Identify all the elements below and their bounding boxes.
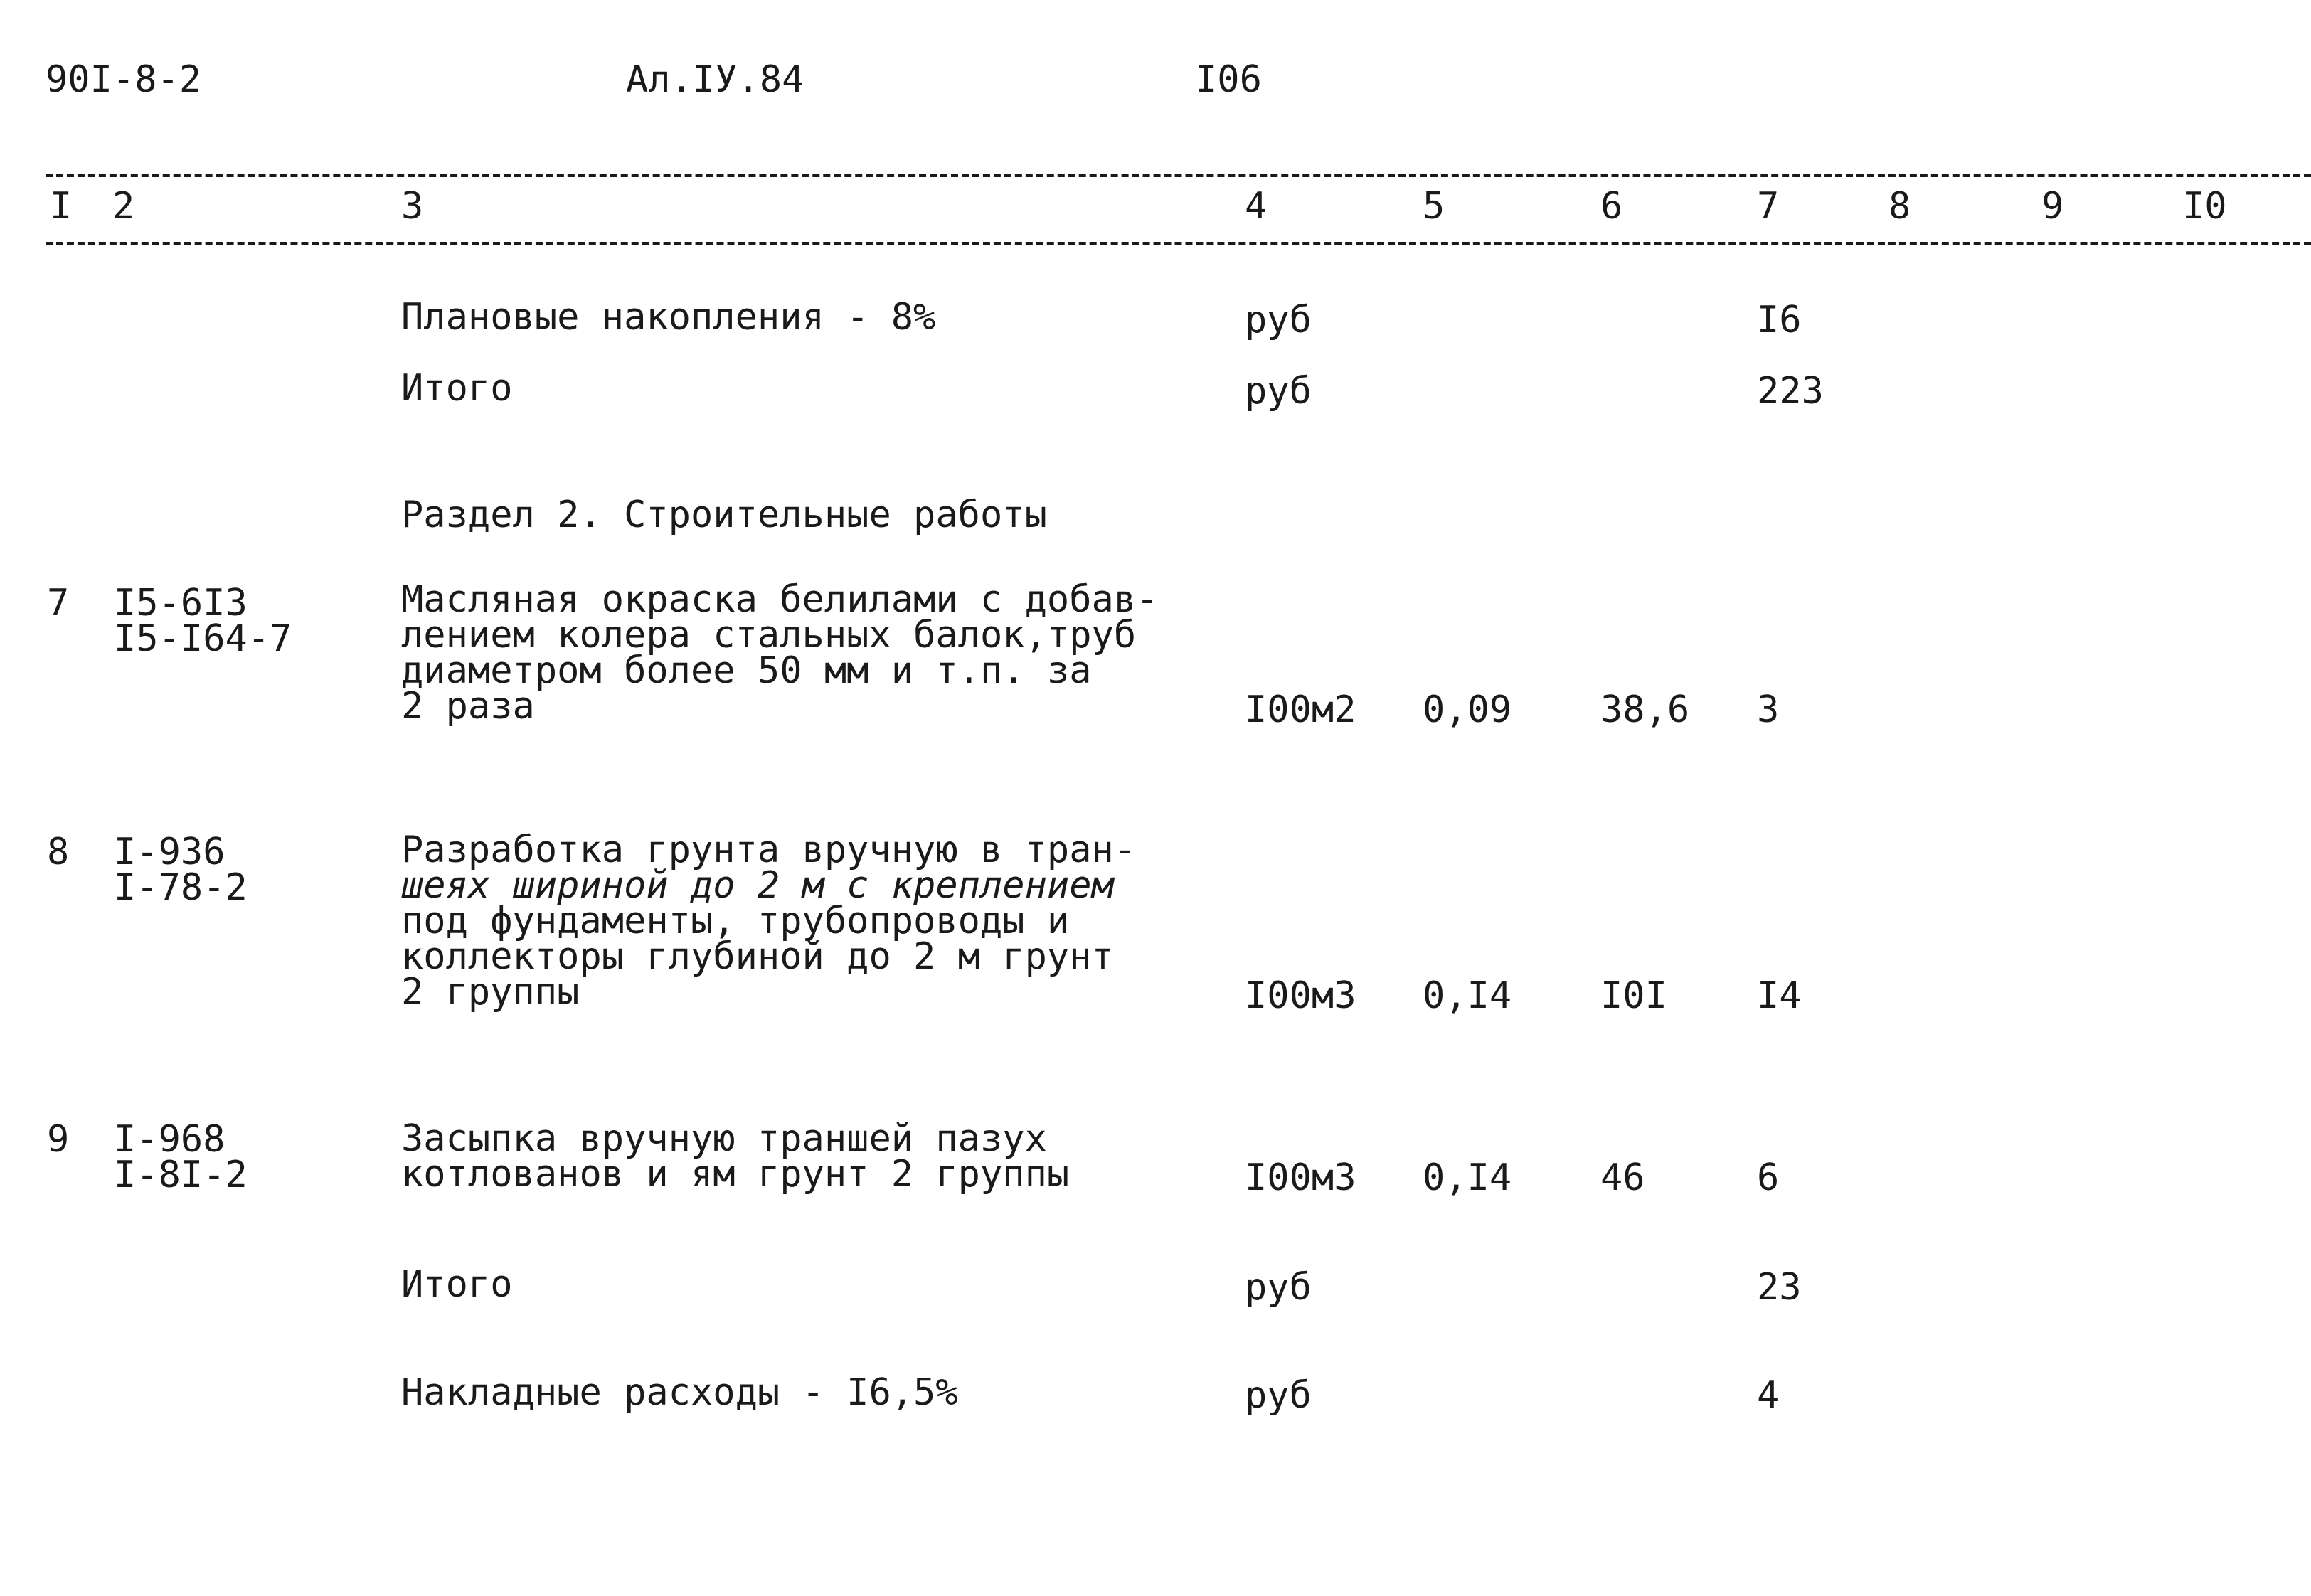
table-top-rule: [46, 174, 2311, 177]
row-amount: 4: [1757, 1374, 1780, 1417]
row-description-line-2: котлованов и ям грунт 2 группы: [401, 1153, 1070, 1196]
row-quantity: 0,09: [1423, 688, 1512, 731]
row-description-line-2: лением колера стальных балок,труб: [401, 614, 1137, 656]
page-number: I06: [1195, 58, 1262, 101]
row-amount: I4: [1757, 974, 1802, 1017]
row-number: 7: [47, 582, 70, 624]
row-unit-price: 38,6: [1600, 688, 1690, 731]
row-description: Плановые накопления - 8%: [401, 296, 936, 339]
row-description-line-4: 2 раза: [401, 685, 535, 728]
row-unit: руб: [1245, 299, 1312, 341]
row-number: 9: [47, 1118, 70, 1161]
row-description-line-4: коллекторы глубиной до 2 м грунт: [401, 935, 1114, 978]
column-header-7: 7: [1757, 185, 1780, 228]
row-unit: I00м3: [1245, 974, 1356, 1017]
row-code-secondary: I-78-2: [114, 866, 248, 909]
row-unit: руб: [1245, 1266, 1312, 1309]
row-unit: руб: [1245, 370, 1312, 413]
section-heading: Раздел 2. Строительные работы: [401, 494, 1047, 536]
column-header-6: 6: [1600, 185, 1623, 228]
row-unit: руб: [1245, 1374, 1312, 1417]
row-amount: 3: [1757, 688, 1780, 731]
row-code-secondary: I5-I64-7: [114, 617, 292, 660]
row-amount: 6: [1757, 1156, 1780, 1199]
column-header-8: 8: [1888, 185, 1911, 228]
row-description-line-5: 2 группы: [401, 971, 580, 1014]
row-description-line-1: Засыпка вручную траншей пазух: [401, 1117, 1047, 1160]
column-header-2: 2: [112, 185, 135, 228]
row-code-primary: I-968: [114, 1118, 225, 1161]
row-number: 8: [47, 831, 70, 873]
row-code-secondary: I-8I-2: [114, 1154, 248, 1196]
row-code-primary: I-936: [114, 831, 225, 873]
table-header-rule: [46, 242, 2311, 245]
row-description: Накладные расходы - I6,5%: [401, 1371, 958, 1414]
column-header-3: 3: [401, 185, 424, 228]
row-quantity: 0,I4: [1423, 974, 1512, 1017]
column-header-1: I: [50, 185, 73, 228]
row-code-primary: I5-6I3: [114, 582, 248, 624]
row-unit: I00м3: [1245, 1156, 1356, 1199]
row-amount: I6: [1757, 299, 1802, 341]
row-description: Итого: [401, 1263, 513, 1306]
row-unit-price: 46: [1600, 1156, 1645, 1199]
row-description-line-3: диаметром более 50 мм и т.п. за: [401, 649, 1092, 692]
column-header-9: 9: [2041, 185, 2064, 228]
row-amount: 223: [1757, 370, 1824, 413]
album-number: Ал.IУ.84: [626, 58, 804, 101]
column-header-5: 5: [1423, 185, 1445, 228]
row-description: Итого: [401, 367, 513, 410]
row-unit: I00м2: [1245, 688, 1356, 731]
row-description-line-1: Разработка грунта вручную в тран-: [401, 829, 1137, 871]
row-quantity: 0,I4: [1423, 1156, 1512, 1199]
column-header-4: 4: [1245, 185, 1268, 228]
row-amount: 23: [1757, 1266, 1802, 1309]
row-description-line-2: шеях шириной до 2 м с креплением: [401, 864, 1114, 907]
row-description-line-1: Масляная окраска белилами с добав-: [401, 578, 1159, 621]
row-description-line-3: под фундаменты, трубопроводы и: [401, 900, 1070, 942]
column-header-10: I0: [2182, 185, 2227, 228]
document-code: 90I-8-2: [46, 58, 202, 101]
row-unit-price: I0I: [1600, 974, 1667, 1017]
